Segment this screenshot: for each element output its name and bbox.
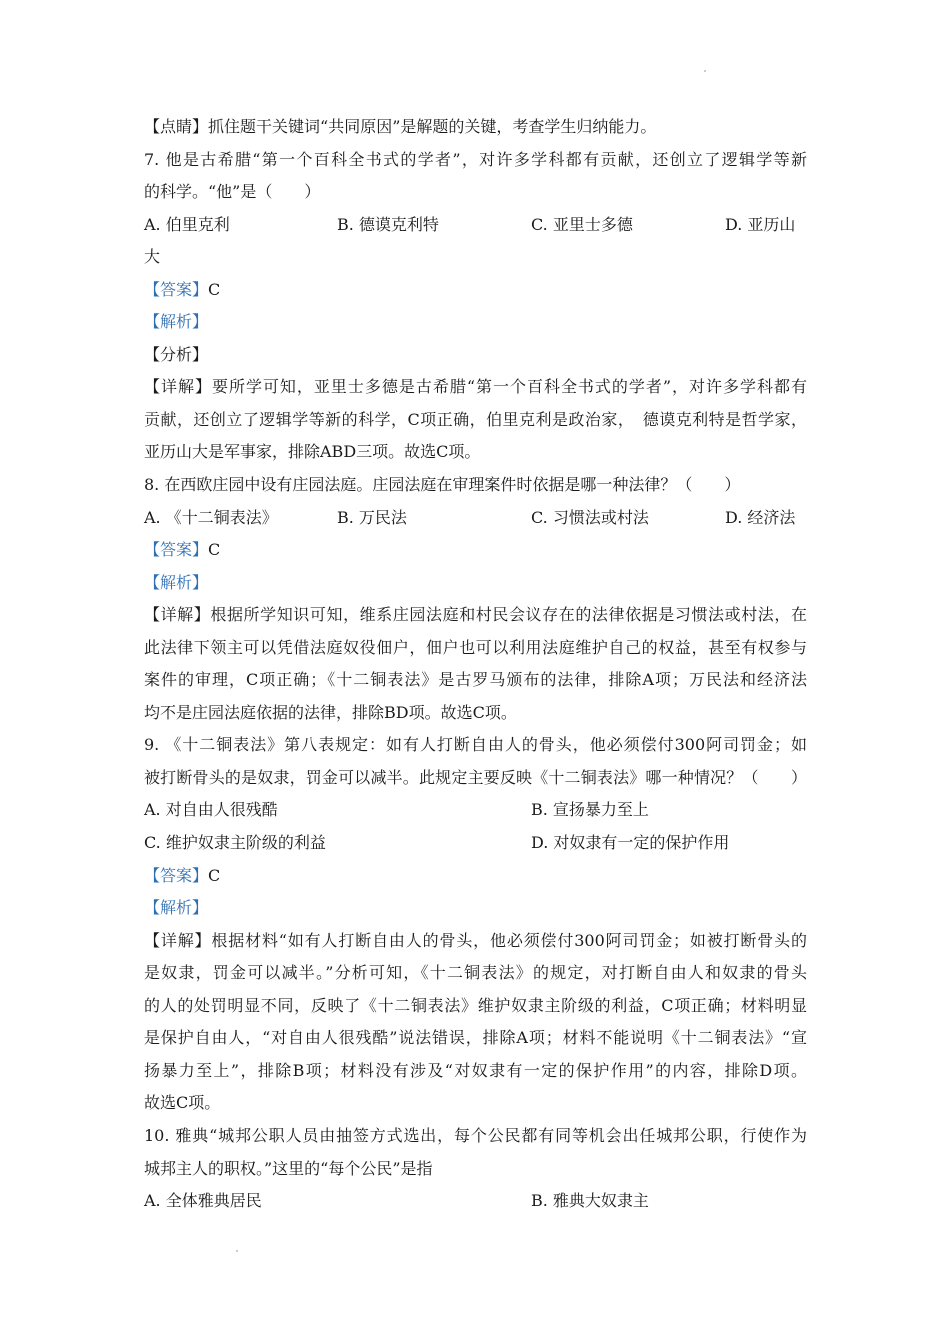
q8-stem-line1: 8. 在西欧庄园中设有庄园法庭。庄园法庭在审理案件时依据是哪一种法律？（ ） <box>144 475 741 494</box>
q9-option-b: B. 宣扬暴力至上 <box>531 800 649 819</box>
q9-detail-line1 <box>144 931 807 951</box>
tag-answer: 【答案】 <box>144 540 209 559</box>
tag-xiangjie: 【详解】 <box>144 931 212 950</box>
q7-stem-line1: 7. 他是古希腊“第一个百科全书式的学者”，对许多学科都有贡献，还创立了逻辑学等新 <box>144 150 807 169</box>
tag-jiexi: 【解析】 <box>144 898 209 917</box>
tag-fenxi: 【分析】 <box>144 345 209 364</box>
q9-option-d: D. 对奴隶有一定的保护作用 <box>531 833 730 852</box>
q7-detail-line1 <box>144 377 807 397</box>
q7-answer: C <box>208 280 221 299</box>
q8-answer: C <box>208 540 221 559</box>
q9-answer: C <box>208 866 221 885</box>
q7-stem-line2: 的科学。“他”是（ ） <box>144 182 321 201</box>
tag-dianjing: 【点睛】 <box>144 117 209 136</box>
q7-jiexi-line <box>144 312 208 332</box>
q7-detail1: 要所学可知，亚里士多德是古希腊“第一个百科全书式的学者”，对许多学科都有 <box>211 377 807 396</box>
q8-jiexi-line <box>144 573 208 593</box>
q8-detail-line4: 均不是庄园法庭依据的法律，排除BD项。故选C项。 <box>144 703 517 722</box>
tag-answer: 【答案】 <box>144 866 209 885</box>
tag-xiangjie: 【详解】 <box>144 377 212 396</box>
q10-option-b: B. 雅典大奴隶主 <box>531 1191 649 1210</box>
q7-option-b: B. 德谟克利特 <box>337 215 439 234</box>
q7-option-c: C. 亚里士多德 <box>531 215 633 234</box>
q10-option-a: A. 全体雅典居民 <box>144 1191 262 1210</box>
q10-stem-line1: 10. 雅典“城邦公职人员由抽签方式选出，每个公民都有同等机会出任城邦公职，行使作为 <box>144 1126 807 1145</box>
tag-jiexi: 【解析】 <box>144 573 209 592</box>
scan-dot <box>704 70 706 72</box>
q9-option-c: C. 维护奴隶主阶级的利益 <box>144 833 326 852</box>
q8-answer-line <box>144 540 220 560</box>
q7-option-wrap: 大 <box>144 247 161 266</box>
tag-xiangjie: 【详解】 <box>144 605 211 624</box>
tag-answer: 【答案】 <box>144 280 209 299</box>
q9-answer-line <box>144 866 220 886</box>
q9-detail-line3: 的人的处罚明显不同，反映了《十二铜表法》维护奴隶主阶级的利益，C项正确；材料明显 <box>144 996 807 1015</box>
q7-option-a: A. 伯里克利 <box>144 215 230 234</box>
q10-stem-line2: 城邦主人的职权。”这里的“每个公民”是指 <box>144 1159 433 1178</box>
q7-detail-line2: 贡献，还创立了逻辑学等新的科学，C项正确，伯里克利是政治家， 德谟克利特是哲学家， <box>144 410 807 429</box>
q8-option-c: C. 习惯法或村法 <box>531 508 649 527</box>
q8-detail1: 根据所学知识可知，维系庄园法庭和村民会议存在的法律依据是习惯法或村法，在 <box>210 605 807 624</box>
q9-detail1: 根据材料“如有人打断自由人的骨头，他必须偿付300阿司罚金；如被打断骨头的 <box>211 931 807 950</box>
q8-detail-line2: 此法律下领主可以凭借法庭奴役佃户，佃户也可以利用法庭维护自己的权益，甚至有权参与 <box>144 638 807 657</box>
dianjing-text: 抓住题干关键词“共同原因”是解题的关键，考查学生归纳能力。 <box>208 117 657 136</box>
q9-detail-line5: 扬暴力至上”，排除B项；材料没有涉及“对奴隶有一定的保护作用”的内容，排除D项。 <box>144 1061 807 1080</box>
q9-stem-line1: 9. 《十二铜表法》第八表规定：如有人打断自由人的骨头，他必须偿付300阿司罚金；如 <box>144 735 807 754</box>
q8-detail-line1 <box>144 605 807 625</box>
q8-option-a: A. 《十二铜表法》 <box>144 508 278 527</box>
q8-option-d: D. 经济法 <box>725 508 796 527</box>
q8-option-b: B. 万民法 <box>337 508 407 527</box>
q9-jiexi-line <box>144 898 208 918</box>
q7-fenxi-line <box>144 345 208 365</box>
q9-stem-line2: 被打断骨头的是奴隶，罚金可以减半。此规定主要反映《十二铜表法》哪一种情况？（ ） <box>144 768 807 787</box>
q9-option-a: A. 对自由人很残酷 <box>144 800 278 819</box>
q7-detail-line3: 亚历山大是军事家，排除ABD三项。故选C项。 <box>144 442 481 461</box>
q8-detail-line3: 案件的审理，C项正确；《十二铜表法》是古罗马颁布的法律，排除A项；万民法和经济法 <box>144 670 807 689</box>
q7-option-d: D. 亚历山 <box>725 215 796 234</box>
tag-jiexi: 【解析】 <box>144 312 209 331</box>
dianjing-line <box>144 117 656 137</box>
q9-detail-line4: 是保护自由人，“对自由人很残酷”说法错误，排除A项；材料不能说明《十二铜表法》“宣 <box>144 1028 807 1047</box>
q9-detail-line2: 是奴隶，罚金可以减半。”分析可知，《十二铜表法》的规定，对打断自由人和奴隶的骨头 <box>144 963 807 982</box>
scan-dot <box>236 1250 238 1252</box>
q7-answer-line <box>144 280 220 300</box>
q9-detail-line6: 故选C项。 <box>144 1093 221 1112</box>
